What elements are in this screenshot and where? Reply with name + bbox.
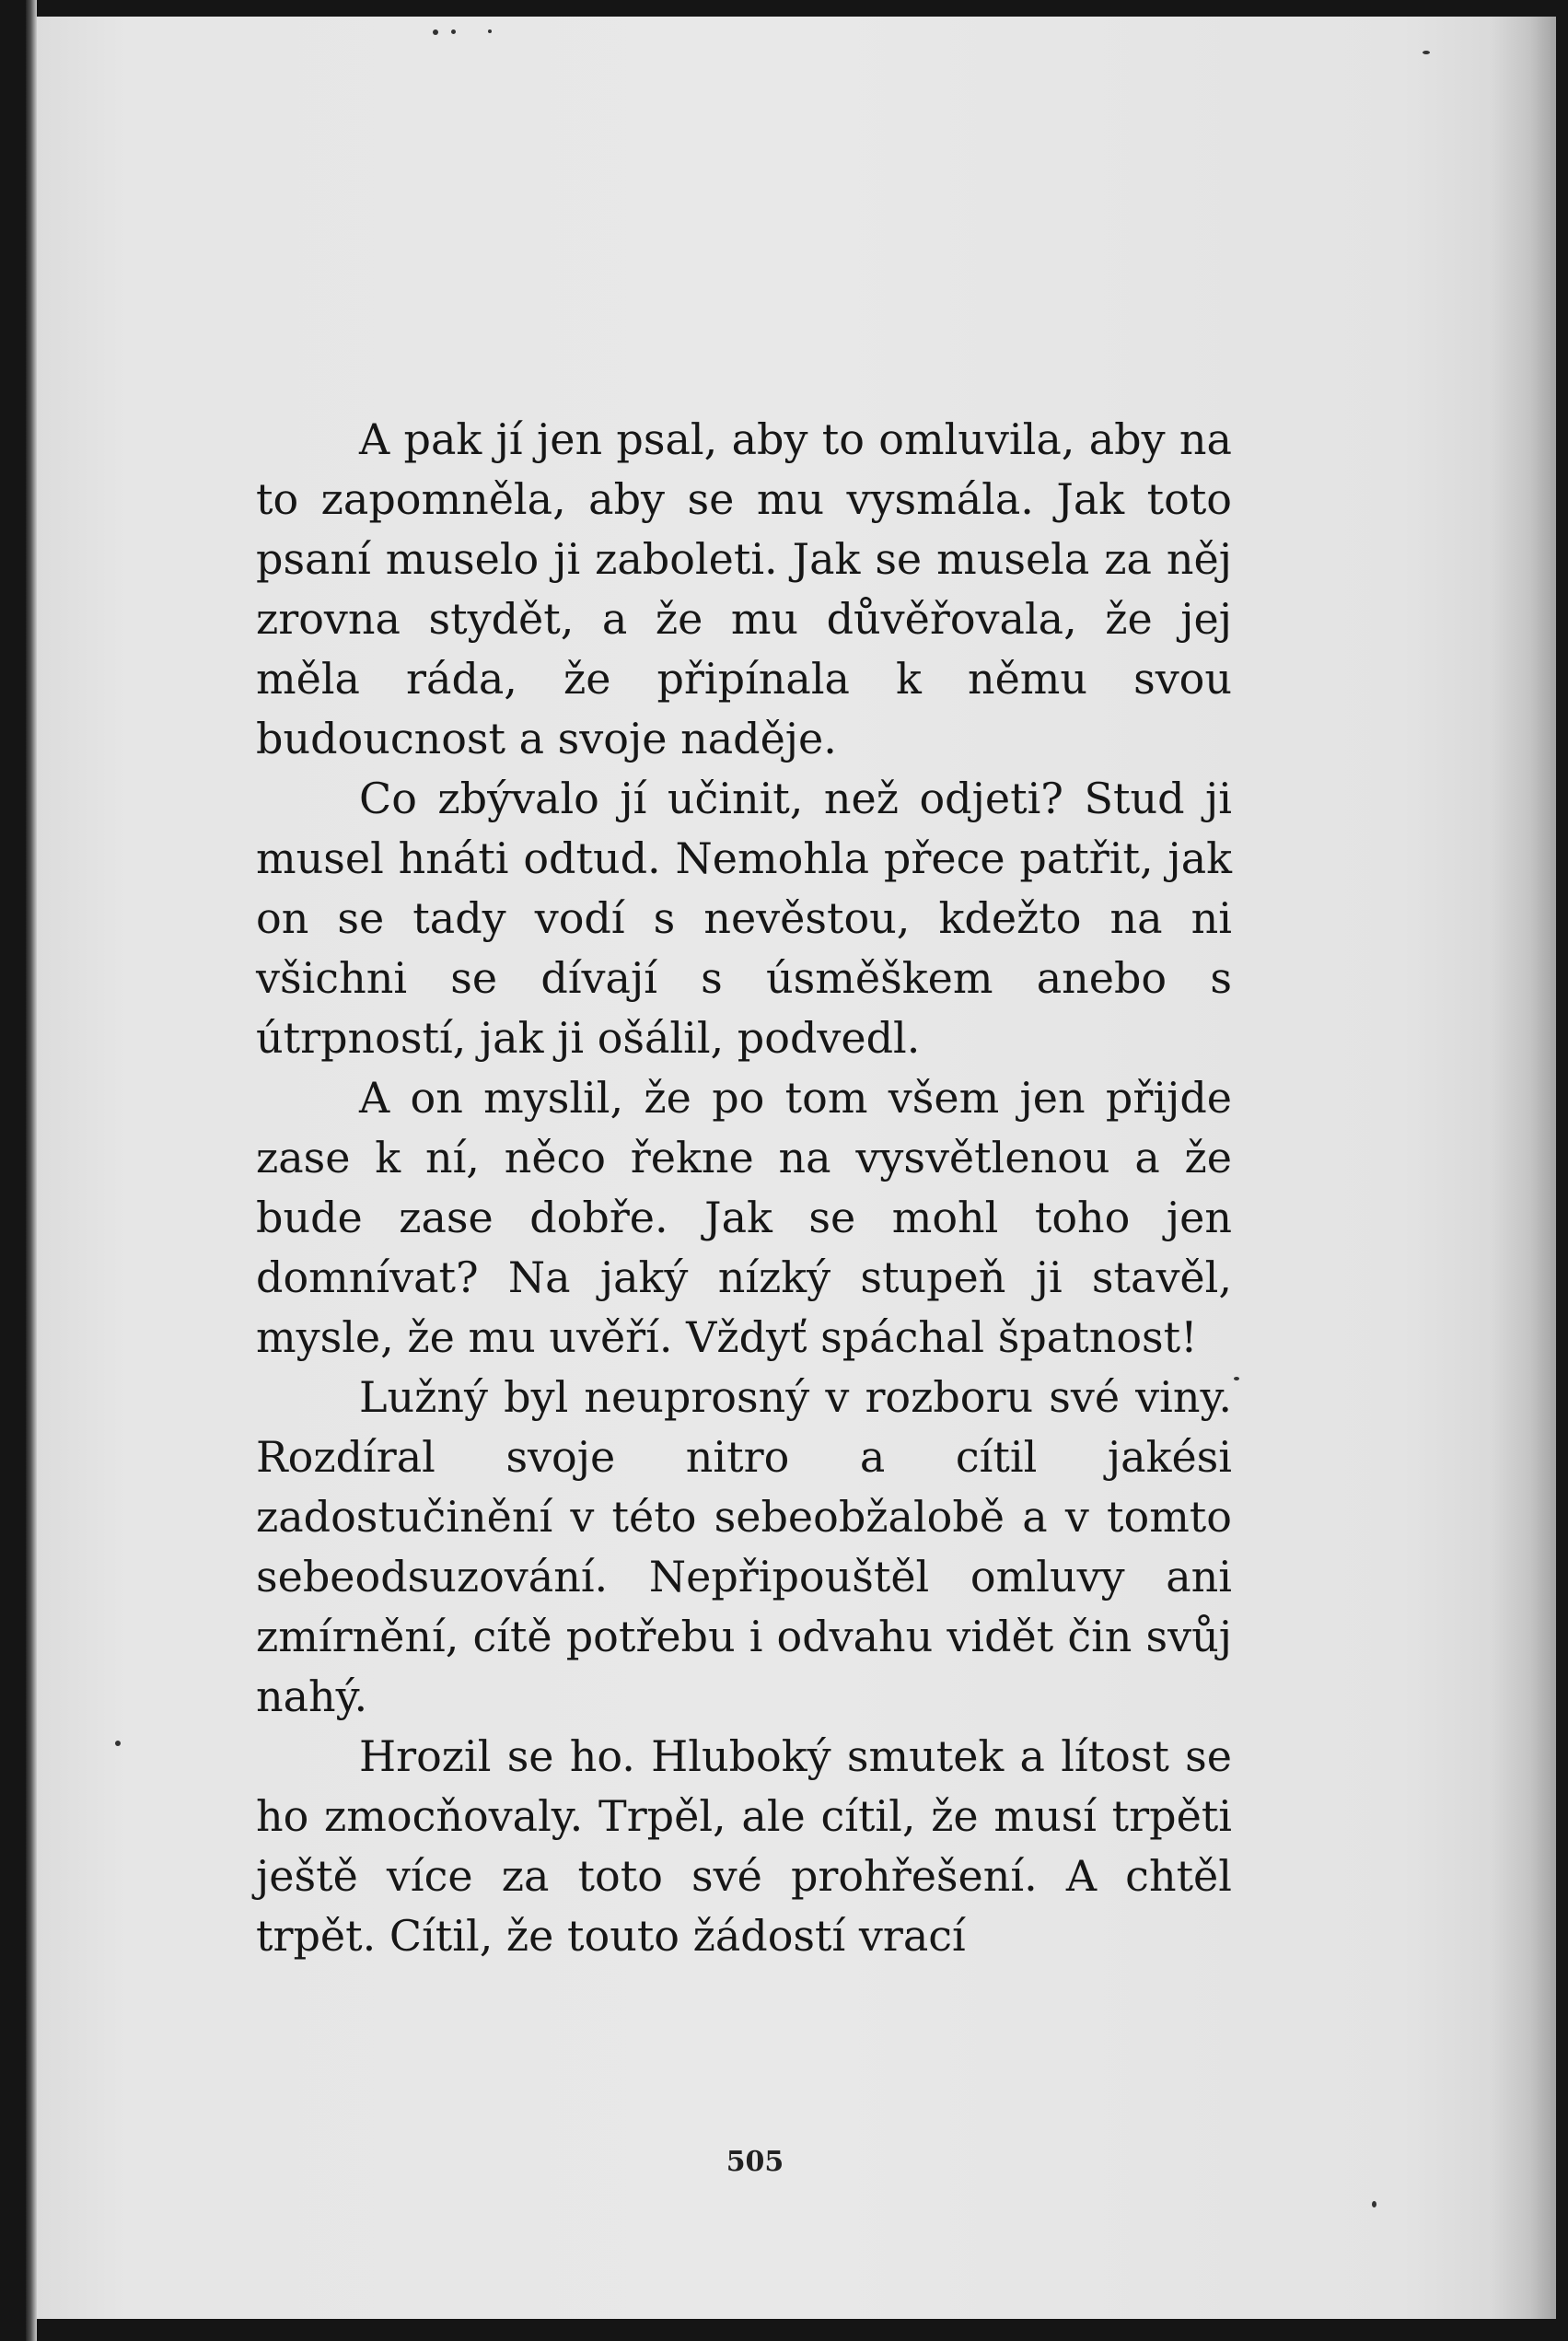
dust-speck (433, 29, 438, 35)
body-text (256, 410, 1232, 1966)
paragraph: Co zbývalo jí učinit, než odjeti? Stud ji musel hnáti odtud. Nemohla přece patřit, jak on se tady vodí s nevěstou, kdežto na ni všichni se dívají s úsměškem anebo s útrpností, jak ji ošálil, podvedl. (256, 774, 1232, 1063)
dust-speck (115, 1741, 121, 1746)
dust-speck (1423, 51, 1430, 54)
page-right-shadow (1492, 17, 1556, 2319)
paragraph: Lužný byl neuprosný v rozboru své viny. Rozdíral svoje nitro a cítil jakési zadostučinění v této sebeobžalobě a v tomto sebeodsuzování. Nepřipouštěl omluvy ani zmírnění, cítě potřebu i odvahu vidět čin svůj nahý. (256, 1372, 1232, 1721)
paragraph: Hrozil se ho. Hluboký smutek a lítost se ho zmocňovaly. Trpěl, ale cítil, že musí trpěti ještě více za toto své prohřešení. A chtěl trpět. Cítil, že touto žádostí vrací (256, 1731, 1232, 1961)
dust-speck (1234, 1377, 1239, 1380)
dust-speck (488, 29, 492, 33)
dust-speck (451, 29, 456, 34)
paragraph: A pak jí jen psal, aby to omluvila, aby na to zapomněla, aby se mu vysmála. Jak toto psaní muselo ji zaboleti. Jak se musela za něj zrovna stydět, a že mu důvěřovala, že jej měla ráda, že připínala k němu svou budoucnost a svoje naděje. (256, 414, 1232, 763)
page-number: 505 (726, 2146, 784, 2178)
paragraph: A on myslil, že po tom všem jen přijde zase k ní, něco řekne na vysvětlenou a že bude zase dobře. Jak se mohl toho jen domnívat? Na jaký nízký stupeň ji stavěl, mysle, že mu uvěří. Vždyť spáchal špatnost! (256, 1073, 1232, 1362)
book-spine-edge (26, 0, 37, 2341)
dust-speck (1372, 2201, 1376, 2207)
